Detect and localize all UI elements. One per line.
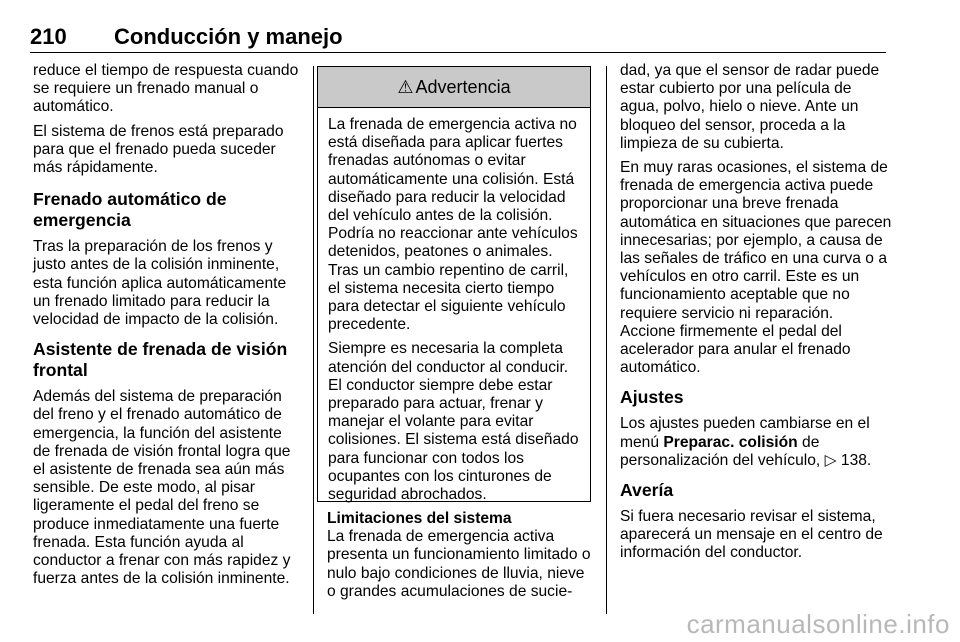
warning-header <box>318 67 590 108</box>
warning-box <box>317 66 591 502</box>
subsection-heading: Limitaciones del sistema <box>327 510 512 527</box>
page-number: 210 <box>30 24 67 49</box>
paragraph-text: Los ajustes pueden cambiarse en el menú <box>620 415 870 451</box>
paragraph: En muy raras ocasiones, el sistema de frenada de emergencia activa puede proporcionar una breve frenada automática en situaciones que parecen innecesarias; por ejemplo, a causa de las señales de tráfico en una curva o a vehículos en otro carril. Este es un funcionamiento aceptable que no requiere servicio ni reparación. Accione firmemente el pedal del acelerador para anular el frenado automático. <box>620 159 892 377</box>
paragraph: reduce el tiempo de respuesta cuando se requiere un frenado manual o automático. <box>33 62 299 116</box>
paragraph: El sistema de frenos está preparado para que el frenado pueda suceder más rápidamente. <box>33 122 284 177</box>
page-reference[interactable]: 138. <box>836 451 872 469</box>
warning-triangle-icon: ⚠ <box>397 76 414 97</box>
warning-title: Advertencia <box>415 76 511 97</box>
paragraph-text: de personalización del vehículo, <box>620 433 825 469</box>
column-right <box>620 62 892 569</box>
watermark: carmanualsonline.info <box>686 609 950 639</box>
paragraph: Si fuera necesario revisar el sistema, aparecerá un mensaje en el centro de información del conductor. <box>620 508 883 562</box>
paragraph: Siempre es necesaria la completa atención del conductor al conducir. El conductor siempre debe estar preparado para actuar, frenar y manejar el volante para evitar colisiones. El sistema está diseñado para funcionar con todos los ocupantes con los cinturones de seguridad abrochados. <box>328 340 579 504</box>
section-heading: Avería <box>620 480 674 501</box>
paragraph: Además del sistema de preparación del freno y el frenado automático de emergencia, la función del asistente de frenada de visión frontal logra que el asistente de frenada sea aún más sensible. De este modo, al pisar ligeramente el pedal del freno se produce inmediatamente una fuerte frenada. Esta función ayuda al conductor a frenar con más rapidez y fuerza antes de la colisión inminente. <box>33 388 291 588</box>
paragraph: Tras la preparación de los frenos y justo antes de la colisión inminente, esta función aplica automáticamente un frenado limitado para reducir la velocidad de impacto de la colisión. <box>33 238 287 329</box>
column-divider <box>606 66 607 614</box>
chapter-title: Conducción y manejo <box>114 24 343 49</box>
page-header <box>30 14 886 53</box>
section-heading: Frenado automático de emergencia <box>33 189 227 231</box>
column-middle <box>327 510 593 607</box>
section-heading: Ajustes <box>620 387 684 408</box>
paragraph <box>620 415 892 470</box>
warning-body <box>318 108 590 504</box>
column-left <box>33 62 303 594</box>
paragraph: La frenada de emergencia activa no está diseñada para aplicar fuertes frenadas autónomas o evitar automáticamente una colisión. Está diseñado para reducir la velocidad del vehículo antes de la colisión. Podría no reaccionar ante vehículos detenidos, peatones o animales. Tras un cambio repentino de carril, el sistema necesita cierto tiempo para detectar el siguiente vehículo precedente. <box>328 116 578 334</box>
section-heading: Asistente de frenada de visión frontal <box>33 339 288 381</box>
page-reference-icon: ▷ <box>824 451 837 469</box>
column-divider <box>313 66 314 614</box>
paragraph: La frenada de emergencia activa presenta un funcionamiento limitado o nulo bajo condiciones de lluvia, nieve o grandes acumulaciones de sucie- <box>327 528 591 600</box>
menu-name: Preparac. colisión <box>663 433 798 451</box>
paragraph: dad, ya que el sensor de radar puede estar cubierto por una película de agua, polvo, hielo o nieve. Ante un bloqueo del sensor, proceda a la limpieza de su cubierta. <box>620 62 880 152</box>
